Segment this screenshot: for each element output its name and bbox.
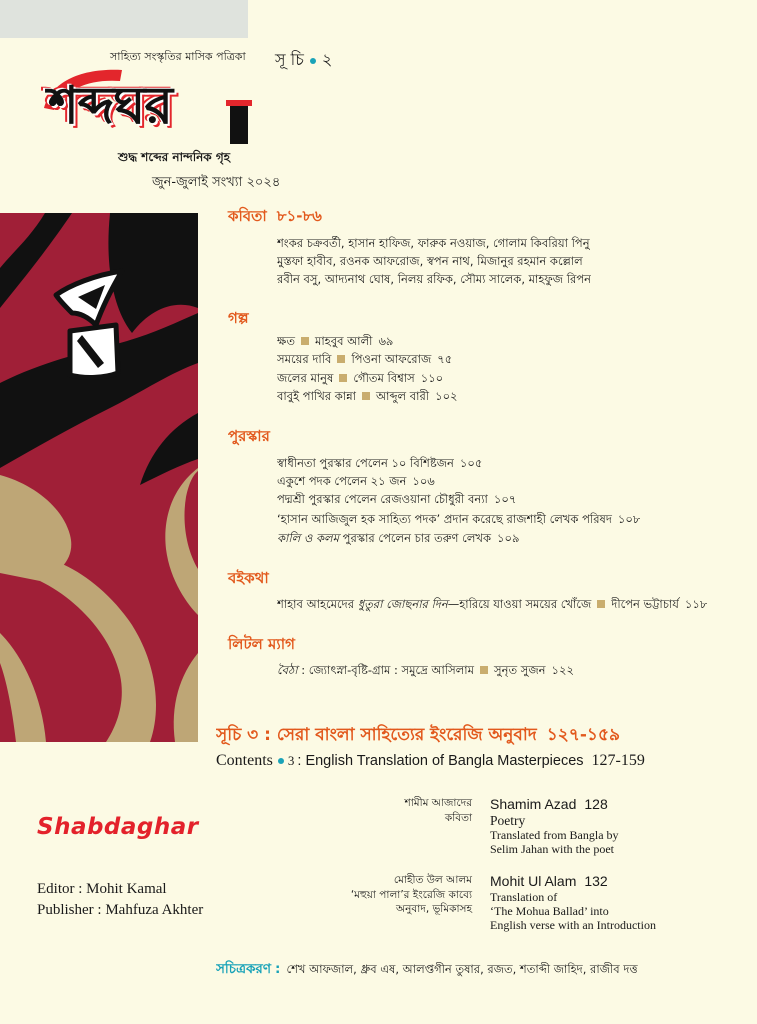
square-bullet-icon — [337, 355, 345, 363]
little-mag-subtitle: : জ্যোৎস্না-বৃষ্টি-গ্রাম : সমুদ্রে আসিলাম — [297, 663, 475, 677]
translation-note: ‘The Mohua Ballad’ into — [490, 904, 609, 918]
translation-bangla-line: মোহীত উল আলম — [393, 874, 472, 886]
award-text: একুশে পদক পেলেন ২১ জন — [277, 474, 407, 488]
translation-bangla-line: ‘মহুয়া পালা’র ইংরেজি কাব্যে — [350, 888, 472, 901]
translation-genre: Translation of — [490, 890, 558, 904]
masthead-tagline: সাহিত্য সংস্কৃতির মাসিক পত্রিকা — [110, 50, 246, 63]
story-author: গৌতম বিশ্বাস — [353, 371, 415, 385]
corner-tab — [0, 0, 248, 38]
page-number: ১১০ — [420, 371, 444, 385]
section-heading-little-mag: লিটল ম্যাগ — [228, 635, 295, 653]
story-entry — [277, 370, 443, 386]
translation-genre: Poetry — [490, 813, 526, 828]
translation-bangla-note — [405, 796, 472, 825]
translation-author-line — [490, 873, 656, 890]
poetry-contributors-line: রবীন বসু, আদ্যনাথ ঘোষ, নিলয় রফিক, সৌম্য সালেক, মাহফুজ রিপন — [277, 272, 592, 286]
publisher-credit: Publisher : Mahfuza Akhter — [37, 902, 204, 918]
square-bullet-icon — [597, 600, 605, 608]
book-title: ধুতুরা জোছনার দিন — [357, 597, 448, 611]
logo-wordmark: শব্দঘর — [48, 76, 173, 136]
editor-credit: Editor : Mohit Kamal — [37, 881, 167, 897]
award-text: ‘হাসান আজিজুল হক সাহিত্য পদক’ প্রদান করেছে রাজশাহী লেখক পরিষদ — [277, 512, 612, 526]
book-prefix: শাহাব আহমেদের — [277, 597, 358, 611]
section-heading-stories: গল্প — [228, 309, 249, 327]
award-entry — [277, 455, 482, 471]
section-heading-poetry — [228, 207, 322, 225]
award-italic-title: কালি ও কলম — [277, 531, 340, 545]
page-number: ১১৮ — [684, 597, 708, 611]
translation-bangla-line: কবিতা — [444, 811, 472, 824]
award-text: পুরস্কার পেলেন চার তরুণ লেখক — [339, 531, 492, 545]
square-bullet-icon — [480, 666, 488, 674]
book-subtitle: —হারিয়ে যাওয়া সময়ের খোঁজে — [447, 597, 592, 611]
brand-name: Shabdaghar — [37, 814, 199, 840]
index3-english-heading — [216, 749, 645, 772]
section-heading-awards: পুরস্কার — [228, 427, 270, 445]
book-author: দীপেন ভট্টাচার্য — [611, 597, 679, 611]
contents-label: Contents — [216, 752, 273, 769]
contents-pages: 127-159 — [591, 752, 645, 769]
award-entry — [277, 530, 519, 546]
dot-separator-icon — [310, 58, 316, 64]
issue-date: জুন-জুলাই সংখ্যা ২০২৪ — [152, 175, 281, 190]
section-title: কবিতা — [228, 207, 267, 225]
story-title: বাবুই পাখির কান্না — [277, 389, 357, 403]
page-number: 128 — [584, 796, 608, 812]
book-entry — [277, 596, 707, 612]
page-number: ১২২ — [551, 663, 574, 677]
translation-bangla-note — [351, 873, 472, 917]
square-bullet-icon — [362, 392, 370, 400]
illustrations-credit — [216, 958, 638, 979]
translation-bangla-line: শামীম আজাদের — [404, 797, 472, 809]
contents-number: 3 — [287, 753, 295, 768]
index3-label: সূচি ৩ : — [216, 725, 271, 745]
award-entry — [277, 511, 640, 527]
translation-note: Translated from Bangla by — [490, 828, 619, 842]
story-author: পিওনা আফরোজ — [351, 352, 432, 366]
award-entry — [277, 473, 435, 489]
page-number: ১০৬ — [412, 474, 435, 488]
little-mag-title: বৈঠা — [277, 663, 298, 677]
page-number: ১০৯ — [497, 531, 520, 545]
square-bullet-icon — [301, 337, 309, 345]
translation-note: English verse with an Introduction — [490, 918, 656, 932]
illustrations-label: সচিত্রকরণ — [216, 961, 272, 977]
translation-entry — [490, 796, 619, 856]
index3-bangla-heading — [216, 724, 620, 746]
award-text: পদ্মশ্রী পুরস্কার পেলেন রেজওয়ানা চৌধুরী বন্যা — [277, 492, 488, 506]
page-number: ১০৮ — [617, 512, 641, 526]
translation-author: Mohit Ul Alam — [490, 873, 577, 889]
square-bullet-icon — [339, 374, 347, 382]
cover-artwork — [0, 213, 198, 742]
page-number: ১০৫ — [459, 456, 483, 470]
translation-author: Shamim Azad — [490, 796, 577, 812]
story-title: ক্ষত — [277, 334, 295, 348]
award-entry — [277, 491, 516, 507]
story-entry — [277, 333, 393, 349]
index-marker-number: ২ — [321, 50, 333, 69]
translation-author-line — [490, 796, 619, 813]
index3-pages: ১২৭-১৫৯ — [546, 725, 621, 745]
translation-note: Selim Jahan with the poet — [490, 842, 614, 856]
magazine-logo — [40, 64, 254, 148]
story-entry — [277, 388, 458, 404]
contents-title: : English Translation of Bangla Masterpieces — [297, 753, 584, 769]
story-title: জলের মানুষ — [277, 371, 334, 385]
poetry-contributors-line: মুস্তফা হাবীব, রওনক আফরোজ, স্বপন নাথ, মিজানুর রহমান কল্লোল — [277, 254, 583, 268]
illustrations-separator: : — [275, 961, 281, 977]
translation-entry — [490, 873, 656, 932]
translation-bangla-line: অনুবাদ, ভূমিকাসহ — [396, 903, 472, 915]
section-heading-books: বইকথা — [228, 569, 269, 587]
illustrators-names: শেখ আফজাল, ধ্রুব এষ, আলপ্তগীন তুষার, রজত, শতাব্দী জাহিদ, রাজীব দত্ত — [286, 962, 638, 976]
index-marker-label: সূ চি — [275, 50, 304, 69]
page-number: ৬৯ — [378, 334, 394, 348]
page-number: ৭৫ — [437, 352, 453, 366]
page-number: ১০৭ — [493, 492, 517, 506]
story-entry — [277, 351, 452, 367]
masthead-slogan: শুদ্ধ শব্দের নান্দনিক গৃহ — [118, 150, 231, 164]
story-author: মাহবুব আলী — [314, 334, 373, 348]
little-mag-entry — [277, 662, 574, 678]
index3-title: সেরা বাংলা সাহিত্যের ইংরেজি অনুবাদ — [276, 725, 537, 745]
story-author: আব্দুল বারী — [376, 389, 430, 403]
page-number: ১০২ — [435, 389, 458, 403]
award-text: স্বাধীনতা পুরস্কার পেলেন ১০ বিশিষ্টজন — [277, 456, 454, 470]
index-marker — [275, 50, 332, 70]
little-mag-author: সুনৃত সুজন — [494, 663, 546, 677]
section-pages: ৮১-৮৬ — [276, 207, 322, 225]
dot-separator-icon — [278, 758, 284, 764]
page-number: 132 — [584, 873, 608, 889]
story-title: সময়ের দাবি — [277, 352, 332, 366]
poetry-contributors-line: শংকর চক্রবর্তী, হাসান হাফিজ, ফারুক নওয়াজ, গোলাম কিবরিয়া পিনু — [277, 236, 590, 250]
